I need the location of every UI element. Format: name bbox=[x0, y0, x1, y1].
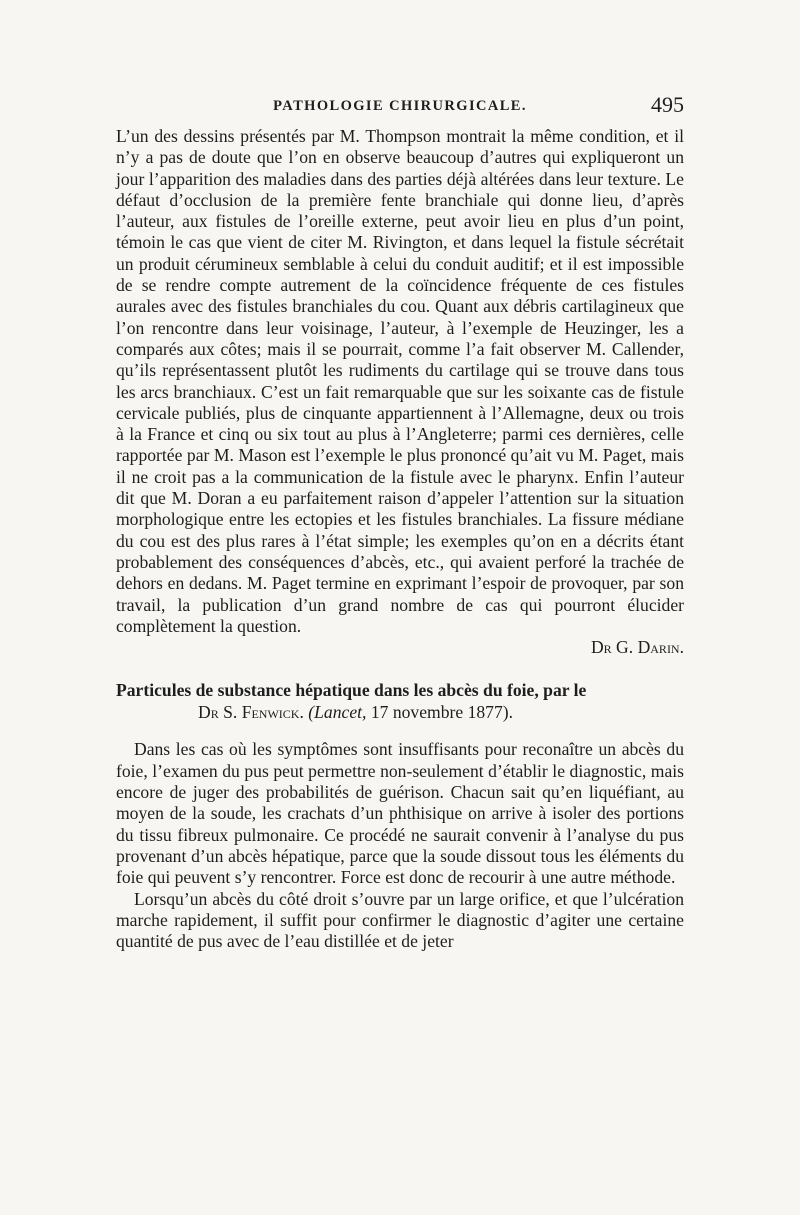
article-heading bbox=[116, 679, 684, 723]
author-signature: Dr G. Darin. bbox=[590, 637, 684, 658]
page-number: 495 bbox=[651, 92, 684, 117]
running-title: PATHOLOGIE CHIRURGICALE. bbox=[273, 98, 527, 114]
article-body bbox=[116, 739, 684, 952]
article-journal: (Lancet, bbox=[308, 702, 367, 723]
continued-paragraph: L’un des dessins présentés par M. Thompson montrait la même condition, et il n’y a pas de doute que l’on en observe beaucoup d’autres qui expliqueront un jour l’apparition des maladies dans des parties déjà altérées dans leur texture. Le défaut d’occlusion de la première fente branchiale qui donne lieu, d’après l’auteur, aux fistules de l’oreille externe, peut avoir lieu en plus d’un point, témoin le cas que vient de citer M. Rivington, et dans lequel la fistule sécrétait un produit cérumineux semblable à celui du conduit auditif; et il est impossible de se rendre compte autrement de la coïncidence fréquente de ces fistules aurales avec des fistules branchiales du cou. Quant aux débris cartilagineux que l’on rencontre dans leur voisinage, l’auteur, à l’exemple de Heuzinger, les a comparés aux côtes; mais il se pourrait, comme l’a fait observer M. Callender, qu’ils représentassent plutôt les rudiments du cartilage qui se trouve dans tous les arcs branchiaux. C’est un fait remarquable que sur les soixante cas de fistule cervicale publiés, plus de cinquante appartiennent à l’Allemagne, deux ou trois à la France et cinq ou six tout au plus à l’Angleterre; parmi ces dernières, celle rapportée par M. Mason est l’exemple le plus prononcé qu’ait vu M. Paget, mais il ne croit pas a la communication de la fistule avec le pharynx. Enfin l’auteur dit que M. Doran a eu parfaitement raison d’appeler l’attention sur la situation morphologique entre les ectopies et les fistules branchiales. La fissure médiane du cou est des plus rares à l’état simple; les exemples qu’on en a décrits étant probablement des conséquences d’abcès, etc., qui avaient perforé la trachée de dehors en dedans. M. Paget termine en exprimant l’espoir de provoquer, par son travail, la publication d’un grand nombre de cas qui pourront élucider complètement la question. bbox=[116, 126, 684, 636]
article-date: 17 novembre 1877). bbox=[370, 702, 514, 723]
article-paragraph-2: Lorsqu’un abcès du côté droit s’ouvre par un large orifice, et que l’ulcération marche rapidement, il suffit pour confirmer le diagnostic d’agiter une certaine quantité de pus avec de l’eau distillée et de jeter bbox=[116, 888, 684, 952]
first-section bbox=[116, 126, 684, 658]
running-head bbox=[116, 92, 684, 126]
article-title: Particules de substance hépatique dans les abcès du foie, par le bbox=[116, 680, 587, 701]
article-paragraph-1: Dans les cas où les symptômes sont insuffisants pour reconaître un abcès du foie, l’examen du pus peut permettre non-seulement d’établir le diagnostic, mais encore de juger des probabilités de guérison. Chacun sait qu’en liquéfiant, au moyen de la soude, les crachats d’un phthisique on arrive à isoler des portions du tissu fibreux pulmonaire. Ce procédé ne saurait convenir à l’analyse du pus provenant d’un abcès hépatique, parce que la soude dissout tous les éléments du foie qui peuvent s’y rencontrer. Force est donc de recourir à une autre méthode. bbox=[116, 739, 684, 888]
article-source bbox=[116, 701, 684, 723]
book-page bbox=[116, 92, 684, 952]
article-author: Dr S. Fenwick. bbox=[198, 702, 304, 723]
